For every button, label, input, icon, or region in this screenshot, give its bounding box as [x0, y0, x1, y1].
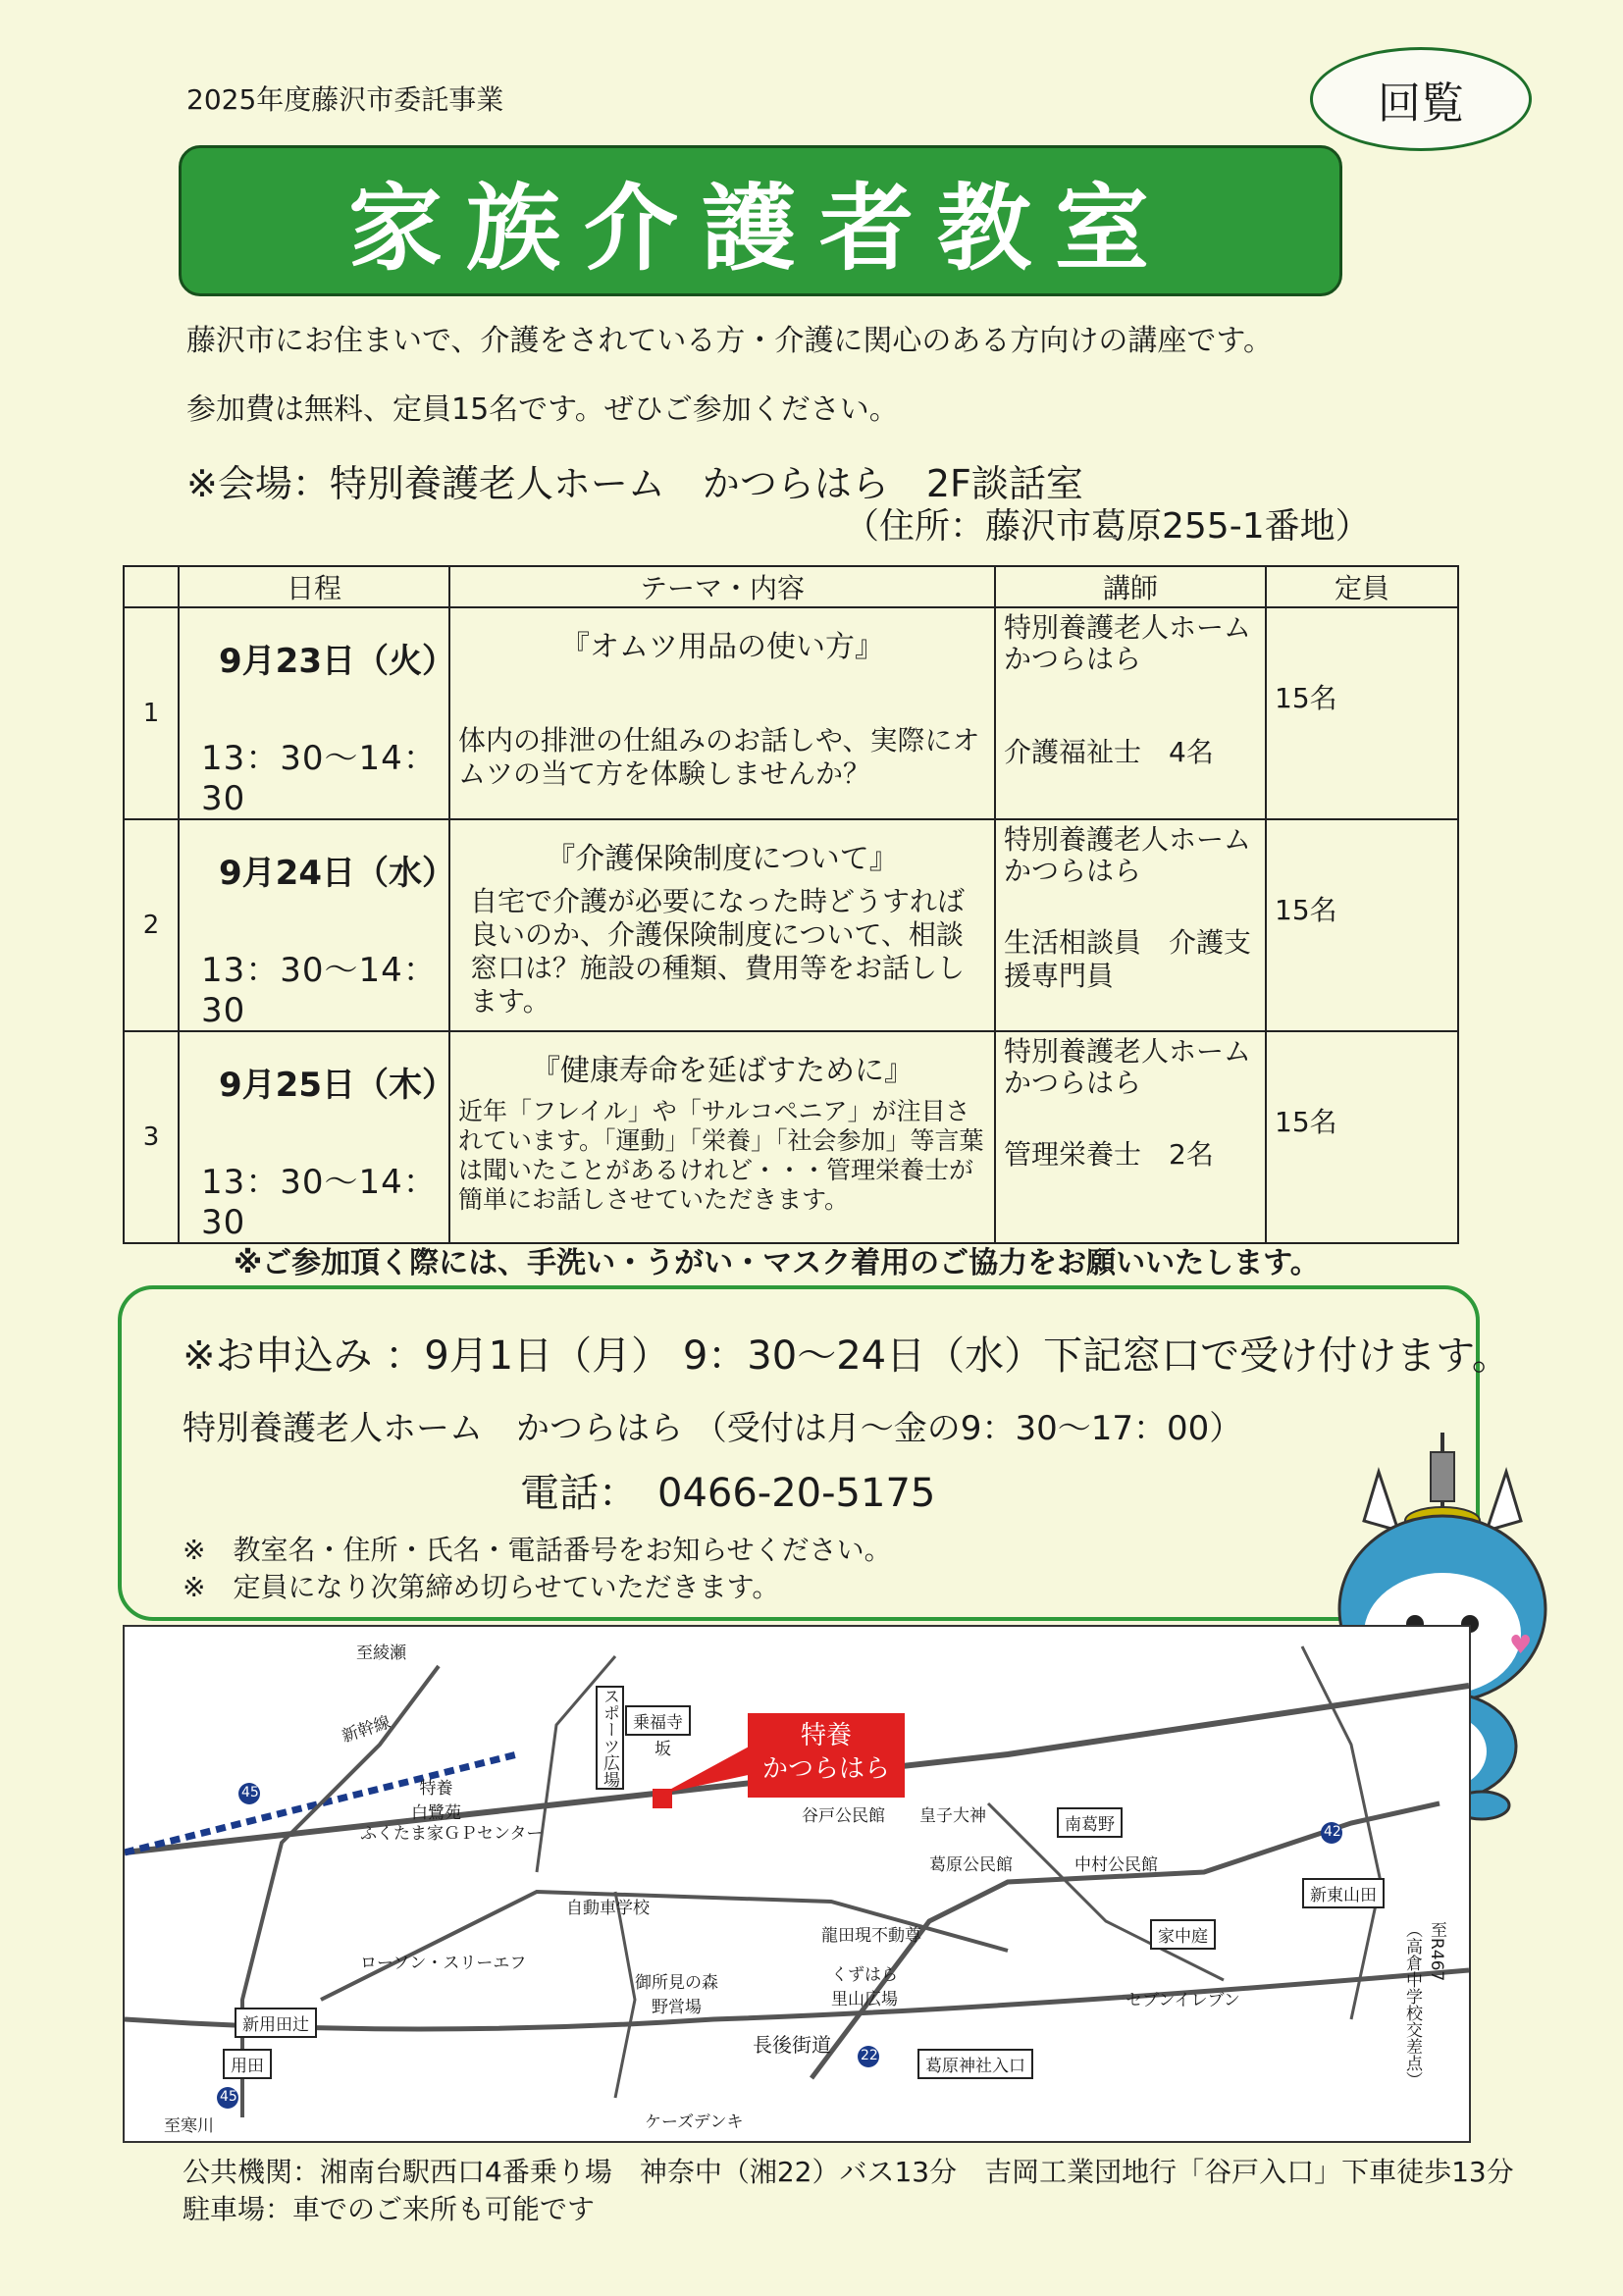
access-map: [123, 1625, 1471, 2143]
row-time: 13：30〜14：30: [201, 739, 438, 818]
intro-line-1: 藤沢市にお住まいで、介護をされている方・介護に関心のある方向けの講座です。: [186, 324, 1273, 358]
row-capacity: 15名: [1275, 1106, 1337, 1138]
lecturer-cell: [995, 1031, 1280, 1243]
map-yoda: 用田: [223, 2049, 272, 2079]
row-lecturer-role: 生活相談員 介護支援専門員: [1004, 926, 1252, 992]
row-capacity: 15名: [1275, 894, 1337, 926]
row-desc: 体内の排泄の仕組みのお話しや、実際にオムツの当て方を体験しませんか？: [458, 724, 980, 790]
map-jidousha: 自動車学校: [566, 1899, 650, 1918]
map-ayase: 至綾瀬: [356, 1644, 406, 1663]
map-minami-kuzuno: 南葛野: [1057, 1807, 1123, 1838]
lecturer-cell: [995, 819, 1280, 1031]
kairan-label: 回覧: [1378, 78, 1464, 129]
row-lecturer-org: 特別養護老人ホーム かつらはら: [1004, 1035, 1280, 1099]
row-date: 9月23日（火）: [219, 642, 455, 681]
map-r467: 至R467 （高倉中学校交差点）: [1402, 1921, 1446, 2088]
row-desc: 自宅で介護が必要になった時どうすれば良いのか、介護保険制度について、相談窓口は？施設の種類、費用等をお話しします。: [470, 885, 966, 1018]
map-shin-yoda: 新用田辻: [235, 2008, 317, 2038]
schedule-table: [123, 565, 1459, 1244]
date-cell: [179, 1031, 455, 1243]
header-theme: テーマ・内容: [449, 566, 995, 607]
apply-period: ※お申込み ：9月1日（月） 9：30〜24日（水）下記窓口で受け付けます。: [183, 1333, 1511, 1379]
subtitle: 2025年度藤沢市委託事業: [186, 83, 504, 116]
row-lecturer-role: 介護福祉士 4名: [1004, 736, 1214, 768]
map-kuzuhara-kouminkan: 葛原公民館: [929, 1855, 1013, 1875]
map-ienaka: 家中庭: [1150, 1919, 1216, 1950]
title-banner: [179, 145, 1342, 296]
table-header-row: [124, 566, 1458, 607]
apply-note-1: ※ 教室名・住所・氏名・電話番号をお知らせください。: [183, 1534, 892, 1566]
intro-line-2: 参加費は無料、定員15名です。ぜひご参加ください。: [186, 392, 899, 427]
map-shirasagien: 特養 白鷺苑: [411, 1779, 461, 1823]
row-lecturer-org: 特別養護老人ホーム かつらはら: [1004, 611, 1280, 675]
row-num: 2: [124, 819, 179, 1031]
capacity-cell: [1266, 819, 1458, 1031]
header-lecturer: 講師: [995, 566, 1266, 607]
footer-parking: 駐車場：車でのご来所も可能です: [183, 2193, 596, 2225]
map-saka: 坂: [654, 1740, 671, 1759]
row-theme: 『健康寿命を延ばすために』: [531, 1054, 914, 1088]
map-yato: 谷戸公民館: [802, 1806, 885, 1826]
map-kuzuhara-satoyama: くずはら 里山広場: [831, 1965, 898, 2009]
map-samukawa: 至寒川: [164, 2116, 214, 2136]
map-fukutama: ふくたま家ＧＰセンター: [360, 1824, 544, 1844]
kairan-badge: [1310, 47, 1532, 151]
route-22: 22: [861, 2048, 878, 2063]
map-ouji: 皇子大神: [919, 1806, 986, 1826]
facility-label: 特養 かつらはら: [761, 1721, 890, 1784]
theme-cell: [449, 1031, 995, 1243]
apply-desk: 特別養護老人ホーム かつらはら （受付は月〜金の9：30〜17：00）: [183, 1409, 1243, 1448]
row-capacity: 15名: [1275, 682, 1337, 714]
date-cell: [179, 607, 455, 819]
theme-cell: [449, 607, 995, 819]
row-time: 13：30〜14：30: [201, 1163, 438, 1242]
route-45-a: 45: [241, 1785, 259, 1800]
table-row: [124, 819, 1458, 1031]
row-num: 1: [124, 607, 179, 819]
header-num: [124, 566, 179, 607]
notice: ※ご参加頂く際には、手洗い・うがい・マスク着用のご協力をお願いいたします。: [234, 1246, 1320, 1280]
map-higashi-yamada: 新東山田: [1302, 1878, 1385, 1908]
apply-note-2: ※ 定員になり次第締め切らせていただきます。: [183, 1571, 780, 1603]
map-gosho: 御所見の森 野営場: [635, 1973, 718, 2017]
address: （住所：藤沢市葛原255-1番地）: [844, 506, 1371, 547]
row-num: 3: [124, 1031, 179, 1243]
capacity-cell: [1266, 607, 1458, 819]
date-cell: [179, 819, 455, 1031]
route-42: 42: [1324, 1824, 1341, 1840]
map-roads: [125, 1627, 1469, 2141]
phone-number: 電話： 0466-20-5175: [520, 1471, 936, 1516]
map-kszdenki: ケーズデンキ: [645, 2113, 744, 2132]
page-title: 家族介護者教室: [348, 173, 1173, 284]
map-sports: スポーツ広場: [596, 1686, 624, 1790]
facility-marker: [748, 1713, 905, 1798]
row-date: 9月25日（木）: [219, 1066, 455, 1105]
row-theme: 『オムツ用品の使い方』: [560, 630, 884, 664]
header-date: 日程: [179, 566, 449, 607]
row-theme: 『介護保険制度について』: [546, 842, 899, 876]
header-capacity: 定員: [1266, 566, 1458, 607]
row-lecturer-org: 特別養護老人ホーム かつらはら: [1004, 823, 1280, 887]
row-desc: 近年「フレイル」や「サルコペニア」が注目されています。「運動」「栄養」「社会参加」等言葉は聞いたことがあるけれど・・・管理栄養士が簡単にお話しさせていただきます。: [458, 1097, 984, 1214]
map-chogo: 長後街道: [753, 2033, 831, 2057]
map-kuzuhara-jinja: 葛原神社入口: [917, 2049, 1033, 2079]
row-date: 9月24日（水）: [219, 854, 455, 893]
svg-text:♥: ♥: [1509, 1631, 1533, 1660]
venue: ※会場：特別養護老人ホーム かつらはら 2F談話室: [186, 462, 1083, 505]
row-time: 13：30〜14：30: [201, 951, 438, 1030]
row-lecturer-role: 管理栄養士 2名: [1004, 1138, 1214, 1171]
map-jofukuji: 乗福寺: [625, 1705, 691, 1736]
map-nakamura: 中村公民館: [1074, 1855, 1158, 1875]
table-row: [124, 1031, 1458, 1243]
route-45-b: 45: [220, 2089, 237, 2105]
footer-access: 公共機関：湘南台駅西口4番乗り場 神奈中（湘22）バス13分 吉岡工業団地行「谷戸入口」下車徒歩13分: [183, 2156, 1514, 2188]
map-shinkansen: 新幹線: [339, 1712, 393, 1748]
capacity-cell: [1266, 1031, 1458, 1243]
map-lawson: ローソン・スリーエフ: [360, 1954, 527, 1973]
map-seven: セブンイレブン: [1126, 1991, 1240, 2010]
lecturer-cell: [995, 607, 1280, 819]
table-row: [124, 607, 1458, 819]
theme-cell: [449, 819, 995, 1031]
map-shintsuchi: 龍田現不動尊: [821, 1926, 921, 1946]
